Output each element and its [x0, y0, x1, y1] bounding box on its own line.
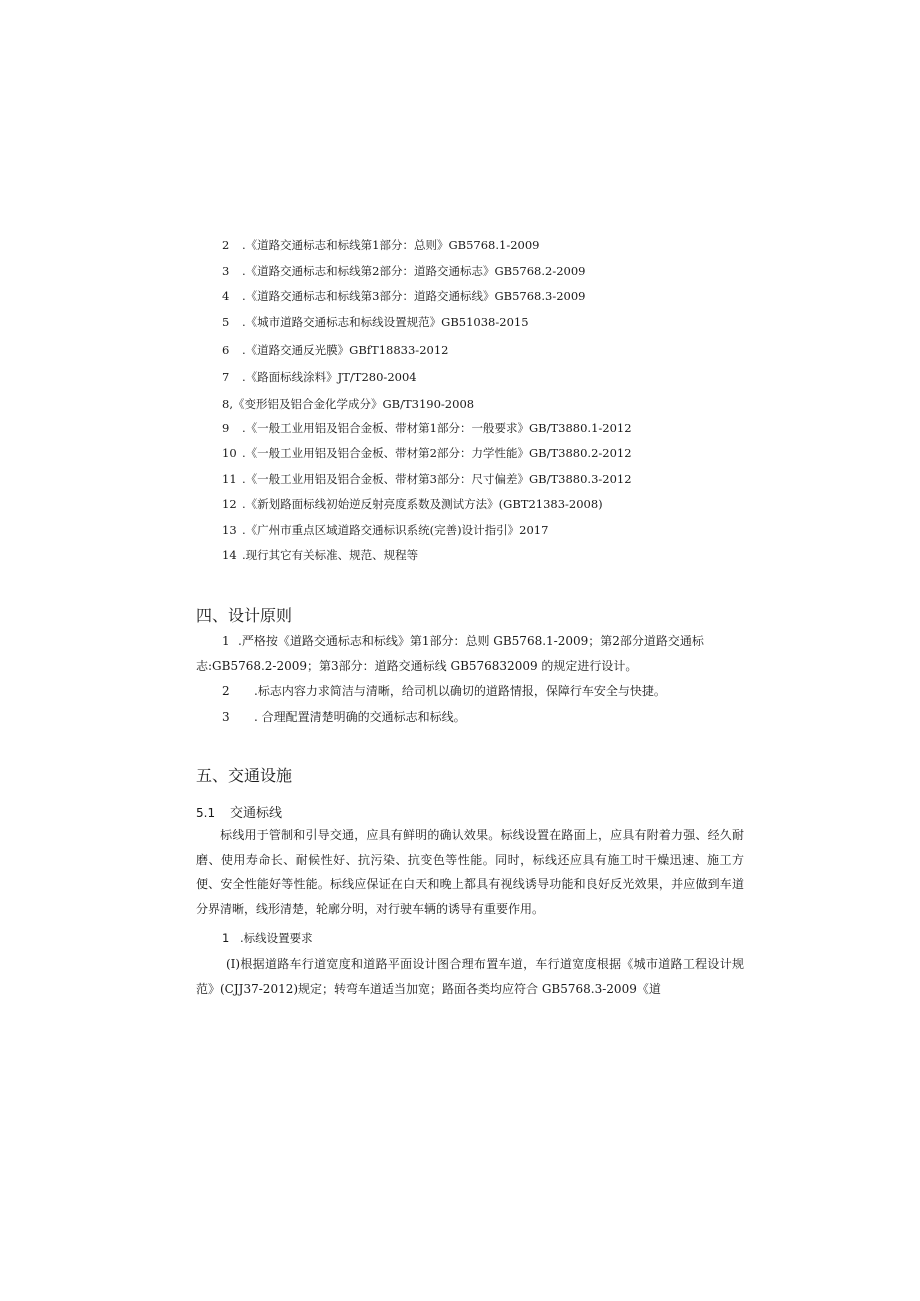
principle-number: 3	[222, 710, 230, 724]
reference-item	[222, 288, 586, 304]
reference-number: 7	[222, 370, 230, 384]
reference-number: 11	[222, 472, 237, 486]
reference-item	[222, 496, 603, 512]
reference-text: .《道路交通反光膜》GBfT18833-2012	[242, 343, 449, 357]
principle-number: 1	[222, 634, 230, 648]
reference-text: .《道路交通标志和标线第1部分：总则》GB5768.1-2009	[242, 238, 540, 252]
reference-text: .现行其它有关标准、规范、规程等	[242, 548, 419, 562]
reference-number: 13	[222, 523, 237, 537]
requirement-number: 1	[222, 931, 230, 945]
reference-item	[222, 263, 586, 279]
principle-item-2	[222, 683, 666, 699]
principle-number: 2	[222, 684, 230, 698]
reference-text: .《新划路面标线初始逆反射亮度系数及测试方法》(GBT21383-2008)	[242, 497, 603, 511]
reference-text: .《广州市重点区域道路交通标识系统(完善)设计指引》2017	[242, 523, 549, 537]
principle-item-1-continuation: 志:GB5768.2-2009；第3部分：道路交通标线 GB576832009 的规定进行设计。	[196, 659, 638, 673]
markings-paragraph	[196, 823, 744, 921]
reference-item	[222, 547, 418, 563]
reference-number: 6	[222, 343, 230, 357]
reference-text: .《一般工业用铝及铝合金板、带材第1部分：一般要求》GB/T3880.1-2012	[242, 421, 632, 435]
reference-text: 8,《变形铝及铝合金化学成分》GB/T3190-2008	[222, 397, 475, 411]
principle-item-3	[222, 709, 466, 725]
markings-paragraph-text: 标线用于管制和引导交通，应具有鲜明的确认效果。标线设置在路面上，应具有附着力强、经久耐磨、使用寿命长、耐候性好、抗污染、抗变色等性能。同时，标线还应具有施工时干燥迅速、施工方便、安全性能好等性能。标线应保证在白天和晚上都具有视线诱导功能和良好反光效果，并应做到车道分界清晰，线形清楚，轮廓分明，对行驶车辆的诱导有重要作用。	[196, 828, 744, 916]
reference-item	[222, 420, 632, 436]
section-heading-traffic-facilities: 五、交通设施	[196, 766, 293, 785]
subsection-title: 交通标线	[230, 806, 283, 821]
requirement-title: .标线设置要求	[240, 931, 313, 945]
subsection-number: 5.1	[196, 806, 216, 820]
reference-item	[222, 445, 632, 461]
reference-item	[222, 471, 632, 487]
principle-text: . 合理配置清楚明确的交通标志和标线。	[254, 710, 466, 724]
reference-number: 5	[222, 315, 230, 329]
reference-item	[222, 314, 529, 330]
section-heading-design-principles: 四、设计原则	[196, 606, 293, 625]
requirements-paragraph	[196, 952, 744, 1001]
reference-text: .《一般工业用铝及铝合金板、带材第3部分：尺寸偏差》GB/T3880.3-2012	[242, 472, 632, 486]
reference-number: 3	[222, 264, 230, 278]
principle-text: .标志内容力求简洁与清晰，给司机以确切的道路情报，保障行车安全与快捷。	[254, 684, 666, 698]
reference-text: .《道路交通标志和标线第2部分：道路交通标志》GB5768.2-2009	[242, 264, 586, 278]
principle-text: .严格按《道路交通标志和标线》第1部分：总则 GB5768.1-2009；第2部分道路交通标	[238, 634, 704, 648]
requirements-paragraph-text: (I)根据道路车行道宽度和道路平面设计图合理布置车道，车行道宽度根据《城市道路工程设计规范》(CJJ37-2012)规定；转弯车道适当加宽；路面各类均应符合 GB5768.3-2009《道	[196, 957, 744, 996]
reference-item	[222, 342, 448, 358]
reference-number: 14	[222, 548, 237, 562]
reference-number: 2	[222, 238, 230, 252]
reference-text: .《路面标线涂料》JT/T280-2004	[242, 370, 417, 384]
reference-item	[222, 237, 540, 253]
marking-requirements-heading	[222, 930, 313, 946]
reference-number: 10	[222, 446, 237, 460]
subsection-heading-traffic-markings	[196, 802, 282, 821]
reference-number: 4	[222, 289, 230, 303]
reference-text: .《道路交通标志和标线第3部分：道路交通标线》GB5768.3-2009	[242, 289, 586, 303]
reference-number: 12	[222, 497, 237, 511]
reference-item	[222, 396, 474, 412]
principle-item-1	[222, 633, 704, 649]
reference-text: .《一般工业用铝及铝合金板、带材第2部分：力学性能》GB/T3880.2-2012	[242, 446, 632, 460]
reference-item	[222, 522, 548, 538]
reference-text: .《城市道路交通标志和标线设置规范》GB51038-2015	[242, 315, 529, 329]
reference-number: 9	[222, 421, 230, 435]
reference-item	[222, 369, 417, 385]
